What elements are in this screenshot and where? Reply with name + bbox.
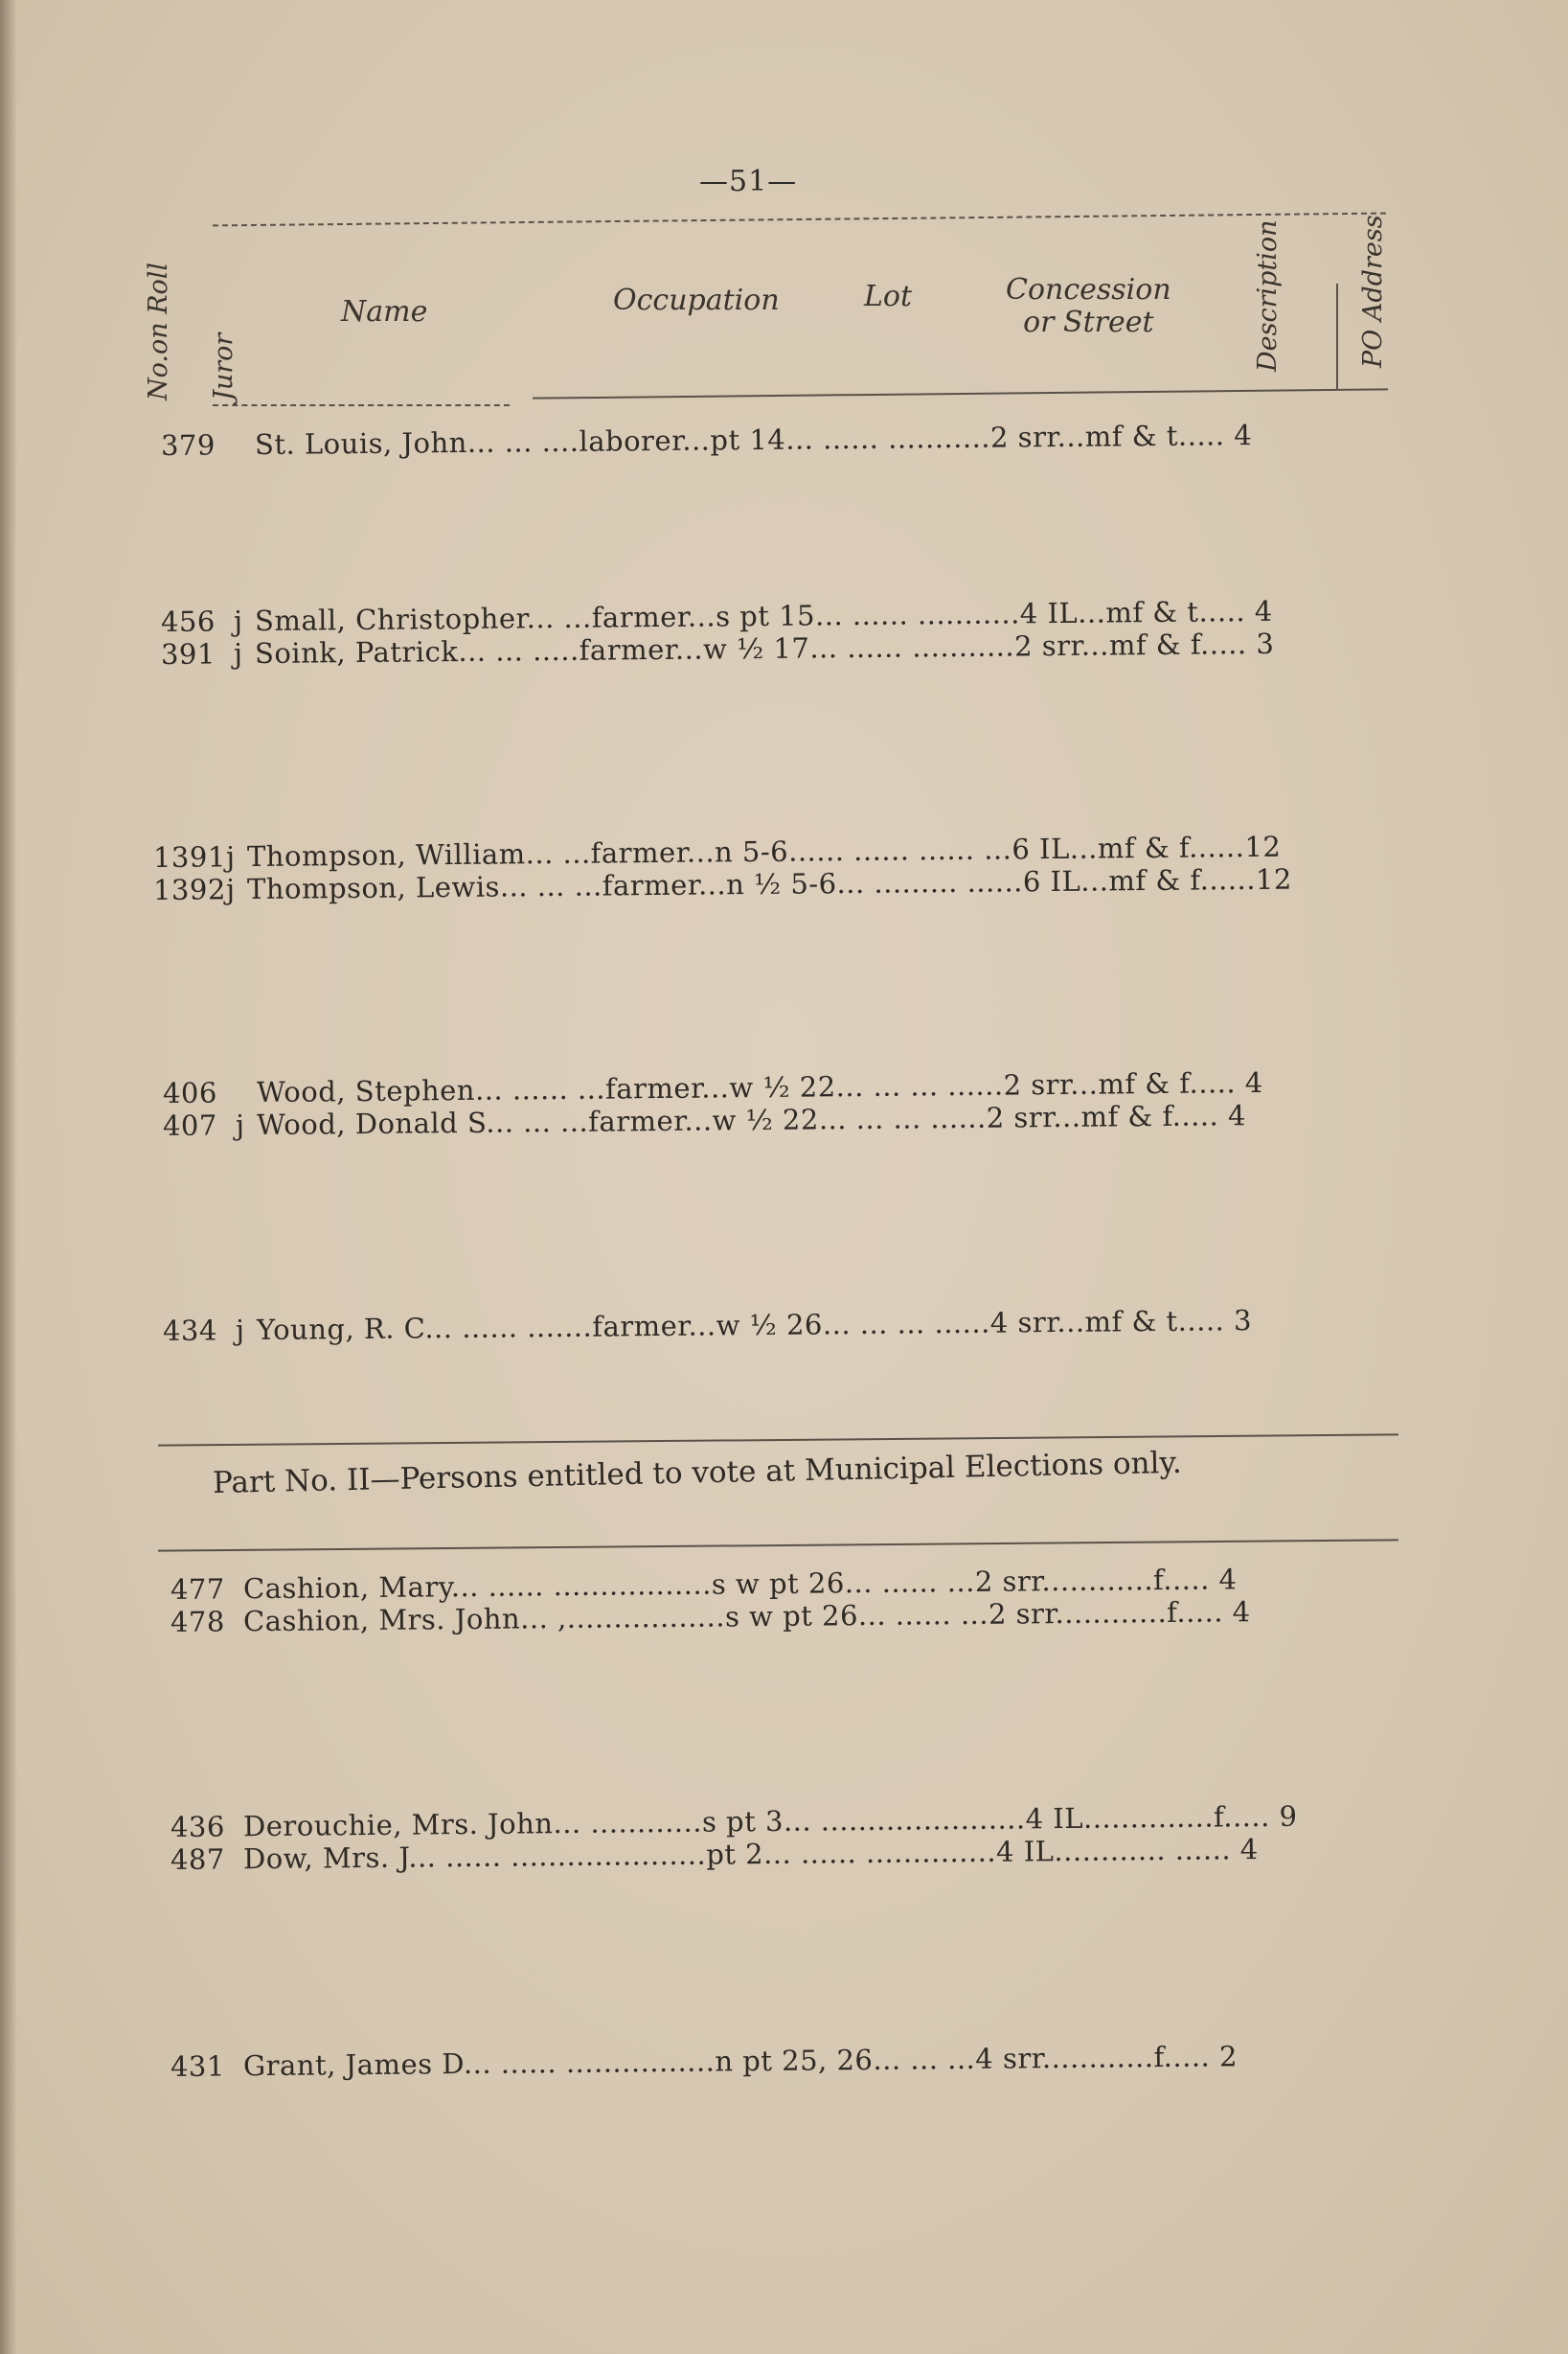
entry-text: Cashion, Mary... ...... .................s w pt 26... ...... ...2 srr............f..... 4 bbox=[242, 1563, 1238, 1606]
roll-number: 478 bbox=[170, 1605, 226, 1638]
header-occupation: Occupation bbox=[613, 284, 780, 317]
header-top-rule bbox=[213, 213, 1386, 227]
juror-mark: j bbox=[233, 605, 243, 638]
entry-text: Small, Christopher... ...farmer...s pt 15... ...... ...........4 IL...mf & t..... 4 bbox=[254, 594, 1273, 638]
roll-number: 407 bbox=[162, 1108, 218, 1142]
header-lot: Lot bbox=[864, 280, 913, 313]
entry-text: Wood, Stephen... ...... ...farmer...w ½ 22... ... ... ......2 srr...mf & f..... 4 bbox=[256, 1065, 1263, 1109]
page-number: —51— bbox=[699, 165, 798, 198]
header-name: Name bbox=[341, 295, 428, 329]
roll-number: 1392 bbox=[152, 873, 226, 906]
entry-text: Thompson, William... ...farmer...n 5-6...... ...... ...... ...6 IL...mf & f......12 bbox=[246, 830, 1282, 874]
header-no-on-roll: No.on Roll bbox=[144, 262, 173, 400]
list-item bbox=[161, 419, 1253, 462]
book-spine-shadow bbox=[0, 0, 17, 2354]
juror-mark: j bbox=[233, 637, 243, 671]
roll-number: 477 bbox=[170, 1572, 226, 1606]
roll-number: 391 bbox=[160, 637, 216, 671]
header-concession-line1: Concession bbox=[1006, 273, 1171, 307]
juror-mark: j bbox=[235, 1314, 245, 1347]
entry-text: Grant, James D... ...... ................n pt 25, 26... ... ...4 srr............f..... 2 bbox=[242, 2040, 1238, 2083]
entry-text: Soink, Patrick... ... .....farmer...w ½ 17... ...... ...........2 srr...mf & f..... 3 bbox=[254, 627, 1275, 671]
header-description: Description bbox=[1253, 219, 1283, 372]
roll-number: 406 bbox=[162, 1076, 218, 1109]
header-column-divider bbox=[1336, 284, 1338, 389]
entry-text: Young, R. C... ...... .......farmer...w ½ 26... ... ... ......4 srr...mf & t..... 3 bbox=[256, 1304, 1253, 1347]
roll-number: 456 bbox=[160, 605, 216, 638]
roll-number: 431 bbox=[170, 2049, 226, 2083]
entry-text: Derouchie, Mrs. John... ............s pt 3... ......................4 IL..............f..... 9 bbox=[242, 1799, 1298, 1843]
header-po-address: PO Address bbox=[1358, 215, 1388, 368]
roll-number: 434 bbox=[162, 1314, 218, 1347]
part2-bottom-rule bbox=[158, 1539, 1398, 1551]
roll-number: 379 bbox=[160, 428, 216, 462]
juror-mark: j bbox=[225, 840, 236, 874]
header-concession-line2: or Street bbox=[1023, 306, 1154, 339]
entry-text: Wood, Donald S... ... ...farmer...w ½ 22... ... ... ......2 srr...mf & f..... 4 bbox=[256, 1099, 1247, 1142]
list-item bbox=[163, 1304, 1252, 1347]
header-concession bbox=[1006, 274, 1171, 339]
roll-number: 1391 bbox=[152, 840, 226, 874]
header-bottom-rule-left bbox=[213, 404, 510, 406]
header-juror: Juror bbox=[209, 332, 239, 400]
juror-mark: j bbox=[235, 1108, 245, 1142]
header-bottom-rule-right bbox=[533, 388, 1388, 399]
roll-number: 436 bbox=[170, 1810, 226, 1843]
roll-number: 487 bbox=[170, 1842, 226, 1876]
entry-text: Cashion, Mrs. John... ,.................s w pt 26... ...... ...2 srr............f..... 4 bbox=[242, 1595, 1251, 1638]
part2-title: Part No. II—Persons entitled to vote at Municipal Elections only. bbox=[212, 1445, 1183, 1500]
list-item bbox=[170, 2040, 1238, 2083]
entry-text: Thompson, Lewis... ... ...farmer...n ½ 5-6... ......... ......6 IL...mf & f......12 bbox=[246, 862, 1293, 906]
part2-top-rule bbox=[158, 1433, 1398, 1446]
entry-text: St. Louis, John... ... ....laborer...pt 14... ...... ...........2 srr...mf & t..... 4 bbox=[254, 419, 1253, 462]
juror-mark: j bbox=[225, 873, 236, 906]
entry-text: Dow, Mrs. J... ...... .....................pt 2... ...... ..............4 IL............ ...... 4 bbox=[242, 1833, 1259, 1876]
